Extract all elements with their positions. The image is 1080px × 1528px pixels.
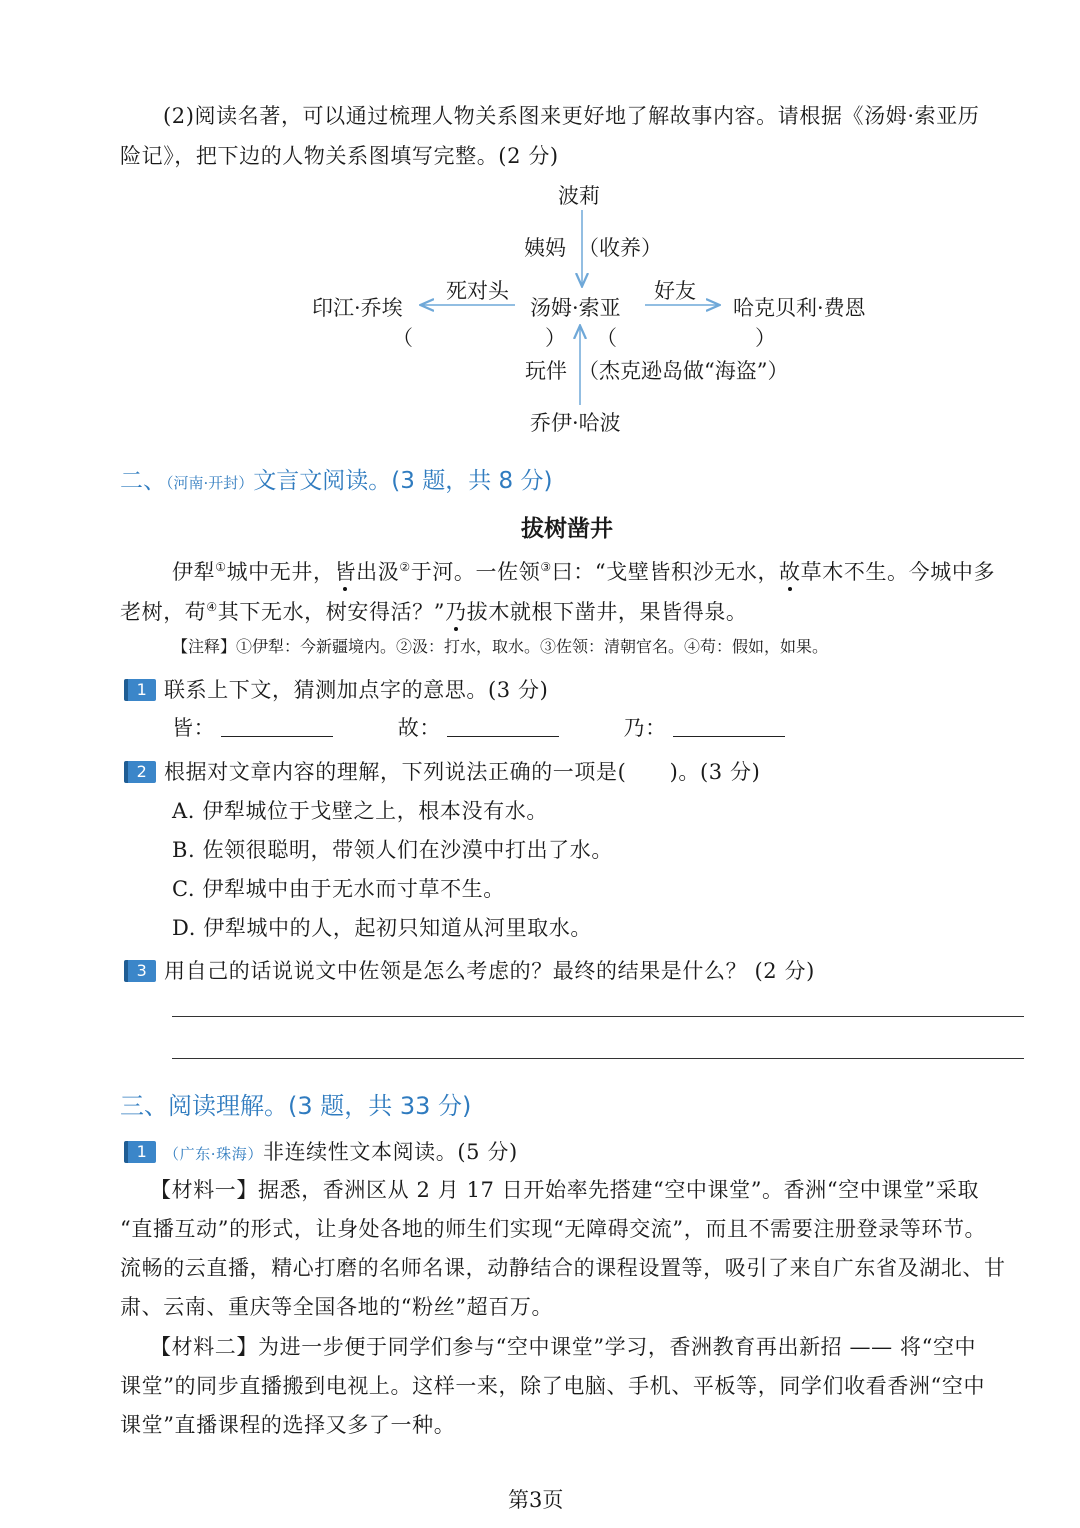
dotted-char-nai: 乃 (445, 600, 467, 624)
node-joe-harper: 乔伊·哈波 (530, 411, 621, 435)
dotted-char-gu: 故 (779, 560, 801, 584)
passage-title: 拔树凿井 (521, 516, 613, 542)
node-huckleberry: 哈克贝利·费恩 (733, 296, 866, 320)
node-polly: 波莉 (558, 184, 600, 208)
blank-paren-open: （ (596, 326, 617, 350)
option-d[interactable]: D. 伊犁城中的人，起初只知道从河里取水。 (172, 916, 593, 940)
node-injun-joe: 印江·乔埃 (312, 296, 403, 320)
label-friend: 好友 (654, 279, 696, 303)
answer-blank-jie[interactable] (221, 718, 333, 737)
section-3-question-1: 1 （广东·珠海）非连续性文本阅读。(5 分) (124, 1136, 518, 1166)
question-3-badge: 3 (124, 960, 156, 982)
question-1-badge: 1 (124, 679, 156, 701)
dotted-char-jie: 皆 (334, 560, 357, 584)
node-tom-sawyer: 汤姆·索亚 (530, 296, 621, 320)
material-2-line-3: 课堂”直播课程的选择又多了一种。 (120, 1413, 456, 1437)
option-c[interactable]: C. 伊犁城中由于无水而寸草不生。 (172, 877, 505, 901)
material-1-line-1: 【材料一】据悉，香洲区从 2 月 17 日开始率先搭建“空中课堂”。香洲“空中课堂”采取 (150, 1178, 980, 1202)
section-3-heading: 三、阅读理解。(3 题，共 33 分) (120, 1092, 472, 1120)
passage-line-2: 老树，苟④其下无水，树安得活？”乃拔木就根下凿井，果皆得泉。 (120, 600, 748, 624)
blank-paren-huck: ） (755, 326, 776, 350)
label-enemy: 死对头 (446, 279, 509, 303)
material-2-line-2: 课堂”的同步直播搬到电视上。这样一来，除了电脑、手机、平板等，同学们收看香洲“空中 (120, 1374, 986, 1398)
q2-line-2: 险记》，把下边的人物关系图填写完整。(2 分) (120, 144, 559, 168)
blank-paren-close: ） (545, 326, 566, 350)
page-number: 第3页 (508, 1488, 564, 1512)
blank-paren-injun: （ (392, 326, 413, 350)
answer-line-1[interactable] (172, 1016, 1024, 1017)
answer-blank-gu[interactable] (447, 718, 559, 737)
section-2-prefix: 二、 (120, 468, 166, 494)
section-2-title: 文言文阅读。(3 题，共 8 分) (253, 468, 553, 494)
section-2-heading (120, 462, 552, 495)
diagram-arrows (0, 0, 1080, 460)
passage-line-1: 伊犁①城中无井，皆出汲②于河。一佐领③曰：“戈壁皆积沙无水，故草木不生。今城中多 (172, 560, 996, 584)
answer-line-2[interactable] (172, 1058, 1024, 1059)
question-2-badge: 2 (124, 761, 156, 783)
label-playmate: 玩伴 (525, 359, 567, 383)
material-2-line-1: 【材料二】为进一步便于同学们参与“空中课堂”学习，香洲教育再出新招 —— 将“空中 (150, 1335, 977, 1359)
label-pirate: （杰克逊岛做“海盗”） (578, 359, 789, 383)
material-1-line-3: 流畅的云直播，精心打磨的名师名课，动静结合的课程设置等，吸引了来自广东省及湖北、甘 (120, 1256, 1006, 1280)
material-1-line-2: “直播互动”的形式，让身处各地的师生们实现“无障碍交流”，而且不需要注册登录等环节。 (120, 1217, 987, 1241)
question-2: 2 根据对文章内容的理解，下列说法正确的一项是( )。(3 分) (124, 756, 760, 786)
option-b[interactable]: B. 佐领很聪明，带领人们在沙漠中打出了水。 (172, 838, 613, 862)
label-aunt: 姨妈 (524, 236, 566, 260)
section-3-q1-location: （广东·珠海） (164, 1145, 263, 1163)
material-1-line-4: 肃、云南、重庆等全国各地的“粉丝”超百万。 (120, 1295, 554, 1319)
question-1: 1 联系上下文，猜测加点字的意思。(3 分) (124, 674, 548, 704)
section-3-q1-badge: 1 (124, 1141, 156, 1163)
question-3: 3 用自己的话说说文中佐领是怎么考虑的？最终的结果是什么？ (2 分) (124, 955, 815, 985)
q2-line-1: (2)阅读名著，可以通过梳理人物关系图来更好地了解故事内容。请根据《汤姆·索亚历 (163, 104, 980, 128)
passage-note: 【注释】①伊犁：今新疆境内。②汲：打水，取水。③佐领：清朝官名。④苟：假如，如果。 (172, 637, 829, 656)
label-adopt: （收养） (578, 236, 662, 260)
section-2-location: （河南·开封） (166, 474, 254, 492)
option-a[interactable]: A. 伊犁城位于戈壁之上，根本没有水。 (172, 799, 548, 823)
question-1-blanks: 皆： 故： 乃： (172, 712, 785, 742)
answer-blank-nai[interactable] (673, 718, 785, 737)
